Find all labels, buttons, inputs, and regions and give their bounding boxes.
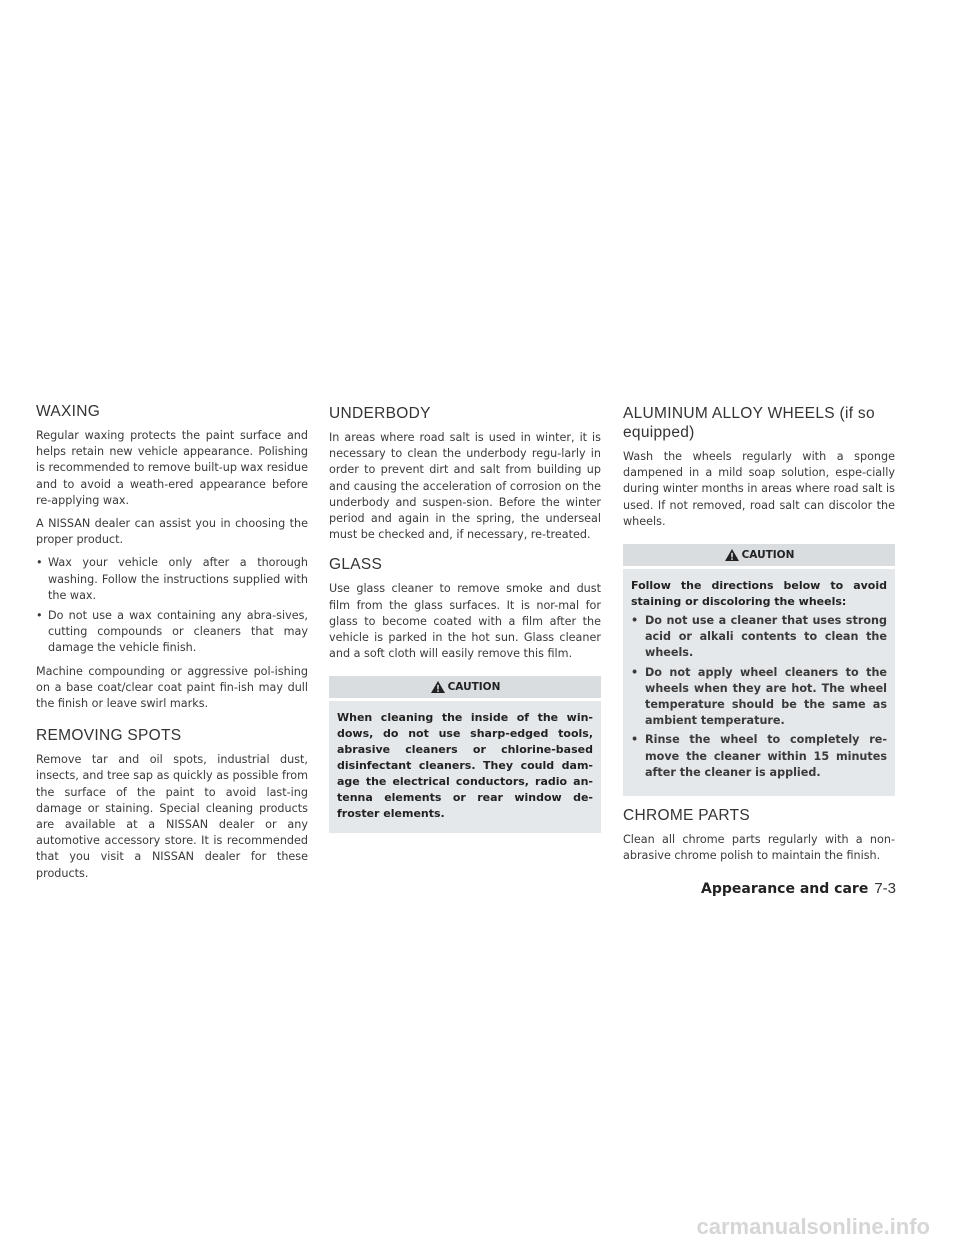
caution-header: [623, 544, 895, 566]
caution-body: [329, 701, 601, 833]
caution-bullet-item: • Do not apply wheel cleaners to the wheels when they are hot. The wheel temperature should be the same as ambient temperature.: [631, 665, 887, 730]
warning-triangle-icon: [724, 548, 740, 562]
waxing-paragraph-3: Machine compounding or aggressive pol-ishing on a base coat/clear coat paint fin-ish may dull the finish or leave swirl marks.: [36, 664, 308, 711]
waxing-paragraph-1: Regular waxing protects the paint surface and helps retain new vehicle appearance. Polishing is recommended to remove built-up wax residue and to avoid a weath-ered appearance before re-applying wax.: [36, 429, 308, 507]
footer-section-title: Appearance and care: [701, 881, 869, 897]
underbody-paragraph: In areas where road salt is used in winter, it is necessary to clean the underbody regu-larly in order to prevent dirt and salt from building up and causing the acceleration of corrosion on the underbody and suspen-sion. Before the winter period and again in the spring, the underseal must be checked and, if necessary, re-treated.: [329, 431, 601, 542]
caution-bullet-item: • Rinse the wheel to completely re-move the cleaner within 15 minutes after the cleaner is applied.: [631, 732, 887, 781]
waxing-paragraph-2: A NISSAN dealer can assist you in choosing the proper product.: [36, 517, 308, 547]
column-right: [623, 402, 895, 871]
glass-heading: GLASS: [329, 556, 383, 574]
chrome-parts-paragraph: Clean all chrome parts regularly with a non-abrasive chrome polish to maintain the finish.: [623, 833, 895, 863]
waxing-bullet-list: [36, 555, 308, 656]
glass-paragraph: Use glass cleaner to remove smoke and dust film from the glass surfaces. It is nor-mal for glass to become coated with a film after the vehicle is parked in the hot sun. Glass cleaner and a soft cloth will easily remove this film.: [329, 582, 601, 661]
caution-bullet-item: • Do not use a cleaner that uses strong acid or alkali contents to clean the wheels.: [631, 613, 887, 662]
removing-spots-heading: REMOVING SPOTS: [36, 727, 182, 745]
column-left: [36, 402, 308, 889]
waxing-bullet-item: • Wax your vehicle only after a thorough washing. Follow the instructions supplied with the wax.: [36, 555, 308, 604]
caution-intro: Follow the directions below to avoid staining or discoloring the wheels:: [631, 579, 887, 609]
caution-header: [329, 676, 601, 698]
watermark[interactable]: carmanualsonline.info: [696, 1214, 930, 1239]
glass-caution-box: [329, 676, 601, 833]
wheels-caution-box: [623, 544, 895, 796]
page-footer: [701, 880, 896, 897]
column-middle: [329, 402, 601, 843]
caution-text: When cleaning the inside of the win-dows, do not use sharp-edged tools, abrasive cleaners or chlorine-based disinfectant cleaners. They could dam-age the electrical conductors, radio an-tenna elements or rear window de-froster elements.: [337, 711, 593, 821]
waxing-bullet-item: • Do not use a wax containing any abra-sives, cutting compounds or cleaners that may damage the vehicle finish.: [36, 608, 308, 657]
caution-label: CAUTION: [447, 681, 501, 694]
page-number: 7-3: [874, 880, 896, 897]
aluminum-wheels-heading: ALUMINUM ALLOY WHEELS (if so equipped): [623, 405, 875, 441]
waxing-heading: WAXING: [36, 403, 101, 420]
removing-spots-paragraph: Remove tar and oil spots, industrial dust, insects, and tree sap as quickly as possible from the surface of the paint to avoid last-ing damage or staining. Special cleaning products are available at a NISSAN dealer or any automotive accessory store. It is recommended that you visit a NISSAN dealer for these products.: [36, 753, 308, 880]
caution-label: CAUTION: [741, 549, 795, 562]
caution-body: [623, 569, 895, 796]
warning-triangle-icon: [430, 680, 446, 694]
underbody-heading: UNDERBODY: [329, 405, 431, 422]
chrome-parts-heading: CHROME PARTS: [623, 807, 751, 825]
aluminum-wheels-paragraph: Wash the wheels regularly with a sponge dampened in a mild soap solution, espe-cially during winter months in areas where road salt is used. If not removed, road salt can discolor the wheels.: [623, 450, 895, 528]
caution-bullet-list: [631, 613, 887, 781]
